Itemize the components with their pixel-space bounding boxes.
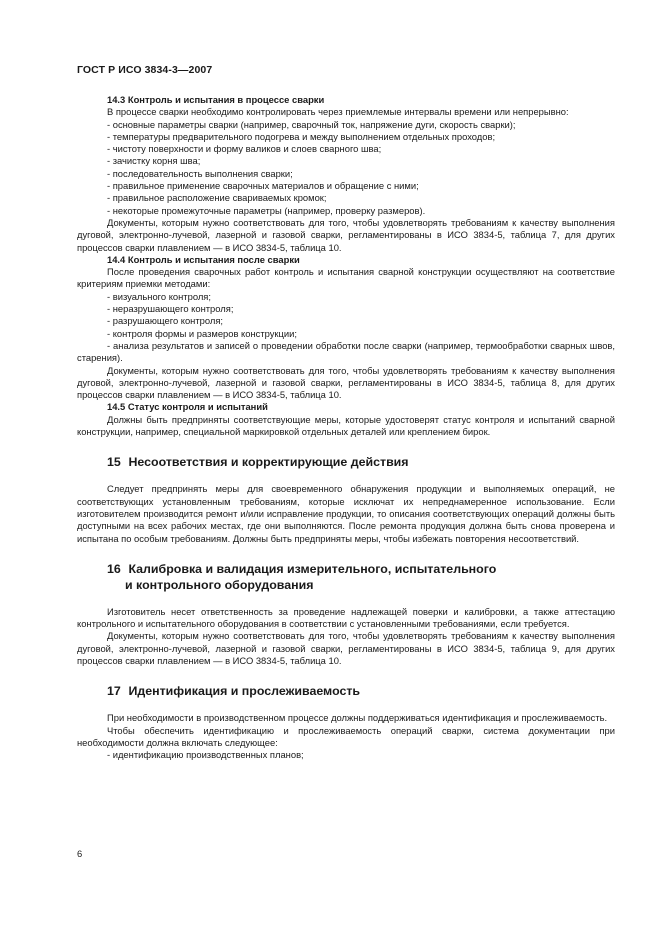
paragraph: В процессе сварки необходимо контролировать через приемлемые интервалы времени или непрерывно: bbox=[107, 106, 569, 118]
section-number: 16 bbox=[107, 561, 121, 576]
list-item: - чистоту поверхности и форму валиков и слоев сварного шва; bbox=[107, 143, 382, 155]
paragraph: Следует предпринять меры для своевременного обнаружения продукции и выполняемых операций, не соответствующих установленным требованиям, которые исключат их непреднамеренное использование. Если изготовителем производится ремонт и/или исправление продукции, то описания соответствующих операций должны быть доступными на всех рабочих местах, где они выполняются. После ремонта продукция должна быть снова проверена и испытана по особым требованиям. Должны быть предприняты меры, чтобы избежать повторения несоответствий. bbox=[77, 483, 615, 544]
subsection-heading-14-4: 14.4 Контроль и испытания после сварки bbox=[107, 253, 300, 265]
section-number: 17 bbox=[107, 684, 121, 699]
paragraph: При необходимости в производственном процессе должны поддерживаться идентификация и прослеживаемость. bbox=[107, 712, 608, 724]
section-title: Идентификация и прослеживаемость bbox=[128, 684, 361, 699]
subsection-heading-14-5: 14.5 Статус контроля и испытаний bbox=[107, 401, 268, 413]
list-item: - основные параметры сварки (например, сварочный ток, напряжение дуги, скорость сварки); bbox=[107, 118, 516, 130]
list-item: - последовательность выполнения сварки; bbox=[107, 167, 293, 179]
section-heading-16 bbox=[77, 561, 615, 577]
list-item: - разрушающего контроля; bbox=[107, 315, 224, 327]
list-14-4 bbox=[77, 291, 615, 365]
list-item: - неразрушающего контроля; bbox=[107, 303, 234, 315]
subsection-heading-14-3: 14.3 Контроль и испытания в процессе сварки bbox=[107, 94, 325, 105]
list-item: - анализа результатов и записей о проведении обработки после сварки (например, термообработки сварных швов, старения). bbox=[77, 339, 615, 364]
page-number: 6 bbox=[77, 848, 83, 859]
page-content bbox=[77, 94, 615, 761]
list-item: - правильное расположение свариваемых кромок; bbox=[107, 192, 327, 204]
list-item: - правильное применение сварочных материалов и обращение с ними; bbox=[107, 180, 419, 192]
document-header: ГОСТ Р ИСО 3834-3—2007 bbox=[77, 64, 213, 76]
list-item: - контроля формы и размеров конструкции; bbox=[107, 327, 297, 339]
section-title-continued: и контрольного оборудования bbox=[125, 577, 314, 592]
section-number: 15 bbox=[107, 455, 121, 470]
paragraph: Изготовитель несет ответственность за проведение надлежащей поверки и калибровки, а также аттестацию контрольного и испытательного оборудования в соответствии с установленными требованиями, если требуется. bbox=[77, 605, 615, 630]
paragraph: Документы, которым нужно соответствовать для того, чтобы удовлетворять требованиям к качеству выполнения дуговой, электронно-лучевой, лазерной и газовой сварки, регламентированы в ИСО 3834-5, таблица 7, для других процессов сварки плавлением — в ИСО 3834-5, таблица 10. bbox=[77, 216, 615, 253]
section-heading-15 bbox=[77, 454, 615, 470]
paragraph: Чтобы обеспечить идентификацию и прослеживаемость операций сварки, система документации при необходимости должна включать следующее: bbox=[77, 724, 615, 748]
section-title: Несоответствия и корректирующие действия bbox=[128, 455, 409, 470]
list-14-3 bbox=[77, 119, 615, 217]
list-item: - визуального контроля; bbox=[107, 290, 211, 302]
paragraph: После проведения сварочных работ контроль и испытания сварной конструкции осуществляют на соответствие критериям приемки методами: bbox=[77, 266, 615, 290]
section-heading-17 bbox=[77, 683, 615, 699]
list-item: - температуры предварительного подогрева и между выполнением отдельных проходов; bbox=[107, 130, 496, 142]
list-item: - некоторые промежуточные параметры (например, проверку размеров). bbox=[107, 204, 426, 216]
paragraph: Документы, которым нужно соответствовать для того, чтобы удовлетворять требованиям к качеству выполнения дуговой, электронно-лучевой, лазерной и газовой сварки, регламентированы в ИСО 3834-5, таблица 8, для других процессов сварки плавлением — в ИСО 3834-5, таблица 10. bbox=[77, 364, 615, 401]
paragraph: Документы, которым нужно соответствовать для того, чтобы удовлетворять требованиям к качеству выполнения дуговой, электронно-лучевой, лазерной и газовой сварки, регламентированы в ИСО 3834-5, таблица 9, для других процессов сварки плавлением — в ИСО 3834-5, таблица 10. bbox=[77, 630, 615, 666]
list-item: - зачистку корня шва; bbox=[107, 155, 201, 167]
section-title: Калибровка и валидация измерительного, испытательного bbox=[128, 561, 497, 576]
paragraph: Должны быть предприняты соответствующие меры, которые удостоверят статус контроля и испытаний сварной конструкции, например, специальной маркировкой отдельных деталей или креплением бирок. bbox=[77, 413, 615, 438]
list-item: - идентификацию производственных планов; bbox=[107, 749, 304, 761]
